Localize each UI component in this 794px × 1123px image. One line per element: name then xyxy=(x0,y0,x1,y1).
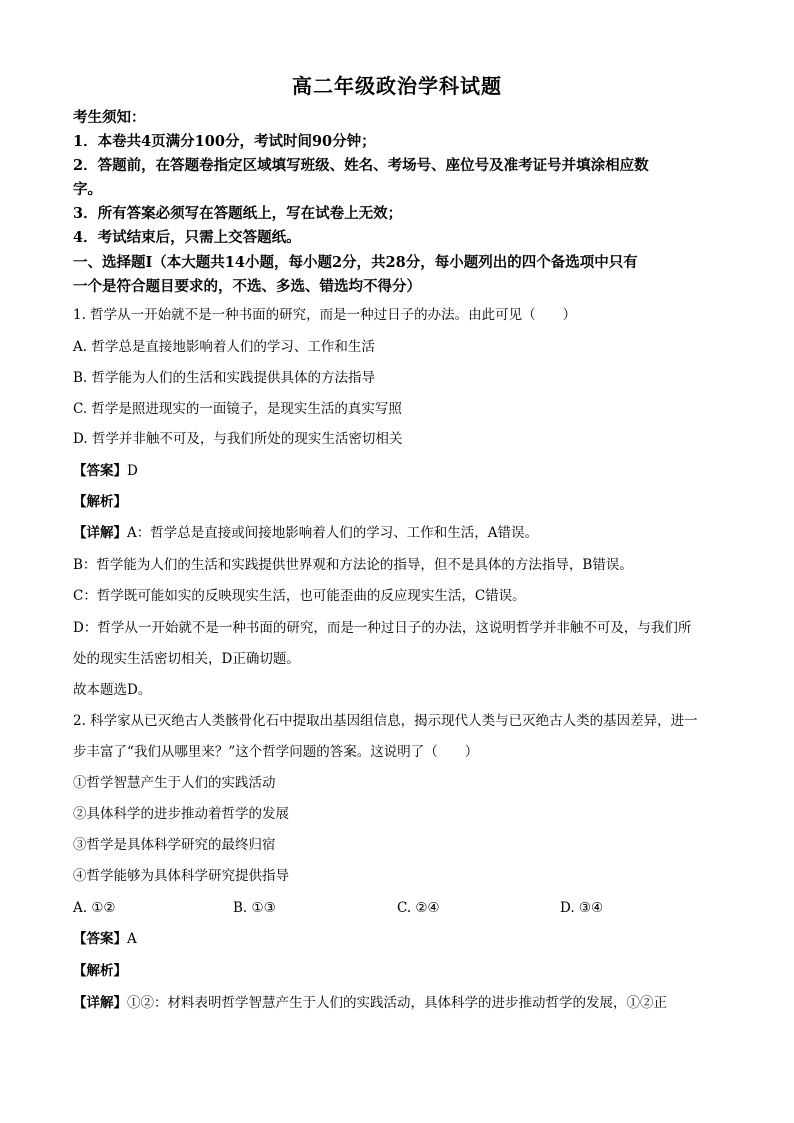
q1-detail-line-5: 处的现实生活密切相关，D正确切题。 xyxy=(73,651,300,667)
q1-answer-tag: 【答案】 xyxy=(73,463,127,479)
notice-heading: 考生须知： xyxy=(73,109,146,126)
page-title: 高二年级政治学科试题 xyxy=(292,74,502,98)
q2-analysis-tag: 【解析】 xyxy=(73,963,127,979)
q1-stem: 1. 哲学从一开始就不是一种书面的研究，而是一种过日子的办法。由此可见（ ） xyxy=(73,307,577,323)
q1-option-d: D. 哲学并非触不可及，与我们所处的现实生活密切相关 xyxy=(73,431,403,447)
q1-answer-value: D xyxy=(127,463,138,479)
q2-detail-tag: 【详解】 xyxy=(73,995,127,1011)
q2-answer-row xyxy=(73,929,733,949)
q2-answer-tag: 【答案】 xyxy=(73,931,127,947)
section-heading-line-1: 一、选择题Ⅰ（本大题共14小题，每小题2分，共28分，每小题列出的四个备选项中只有 xyxy=(73,254,638,271)
q2-statement-2: ②具体科学的进步推动着哲学的发展 xyxy=(73,806,289,822)
q2-statement-1: ①哲学智慧产生于人们的实践活动 xyxy=(73,775,276,791)
q1-detail-text-1: A：哲学总是直接或间接地影响着人们的学习、工作和生活，A错误。 xyxy=(127,525,538,541)
q2-detail-line-1 xyxy=(73,993,733,1013)
q2-analysis-row xyxy=(73,961,733,981)
q2-option-a: A. ①② xyxy=(73,900,116,916)
q2-option-c: C. ②④ xyxy=(397,900,440,916)
q2-answer-value: A xyxy=(127,931,137,947)
q1-option-b: B. 哲学能为人们的生活和实践提供具体的方法指导 xyxy=(73,370,376,386)
q2-statement-3: ③哲学是具体科学研究的最终归宿 xyxy=(73,837,276,853)
q1-detail-line-1 xyxy=(73,523,733,543)
notice-item-2: 2．答题前，在答题卷指定区域填写班级、姓名、考场号、座位号及准考证号并填涂相应数 xyxy=(73,157,649,174)
q1-detail-line-2: B：哲学能为人们的生活和实践提供世界观和方法论的指导，但不是具体的方法指导，B错误。 xyxy=(73,557,633,573)
q1-detail-line-4: D：哲学从一开始就不是一种书面的研究，而是一种过日子的办法，这说明哲学并非触不可及，与我们所 xyxy=(73,620,692,636)
q1-analysis-tag: 【解析】 xyxy=(73,494,127,510)
q2-stem-line-2: 步丰富了“我们从哪里来？”这个哲学问题的答案。这说明了（ ） xyxy=(73,744,479,760)
notice-item-2-cont: 字。 xyxy=(73,181,102,198)
section-heading-line-2: 一个是符合题目要求的，不选、多选、错选均不得分） xyxy=(73,278,421,295)
q2-stem-line-1: 2. 科学家从已灭绝古人类骸骨化石中提取出基因组信息，揭示现代人类与已灭绝古人类的基因差异，进一 xyxy=(73,713,698,729)
q2-statement-4: ④哲学能够为具体科学研究提供指导 xyxy=(73,868,289,884)
notice-item-4: 4．考试结束后，只需上交答题纸。 xyxy=(73,229,301,246)
q1-option-a: A. 哲学总是直接地影响着人们的学习、工作和生活 xyxy=(73,339,375,355)
q1-detail-line-3: C：哲学既可能如实的反映现实生活，也可能歪曲的反应现实生活，C错误。 xyxy=(73,588,526,604)
notice-item-3: 3．所有答案必须写在答题纸上，写在试卷上无效； xyxy=(73,205,403,222)
q1-conclusion: 故本题选D。 xyxy=(73,682,152,698)
q1-analysis-row xyxy=(73,492,733,512)
q2-option-b: B. ①③ xyxy=(233,900,276,916)
notice-item-1: 1．本卷共4页满分100分，考试时间90分钟； xyxy=(73,133,376,150)
q2-option-d: D. ③④ xyxy=(560,900,604,916)
q1-detail-tag: 【详解】 xyxy=(73,525,127,541)
q1-option-c: C. 哲学是照进现实的一面镜子，是现实生活的真实写照 xyxy=(73,401,402,417)
q2-detail-text-1: ①②：材料表明哲学智慧产生于人们的实践活动，具体科学的进步推动哲学的发展，①②正 xyxy=(127,995,667,1011)
q1-answer-row xyxy=(73,461,733,481)
